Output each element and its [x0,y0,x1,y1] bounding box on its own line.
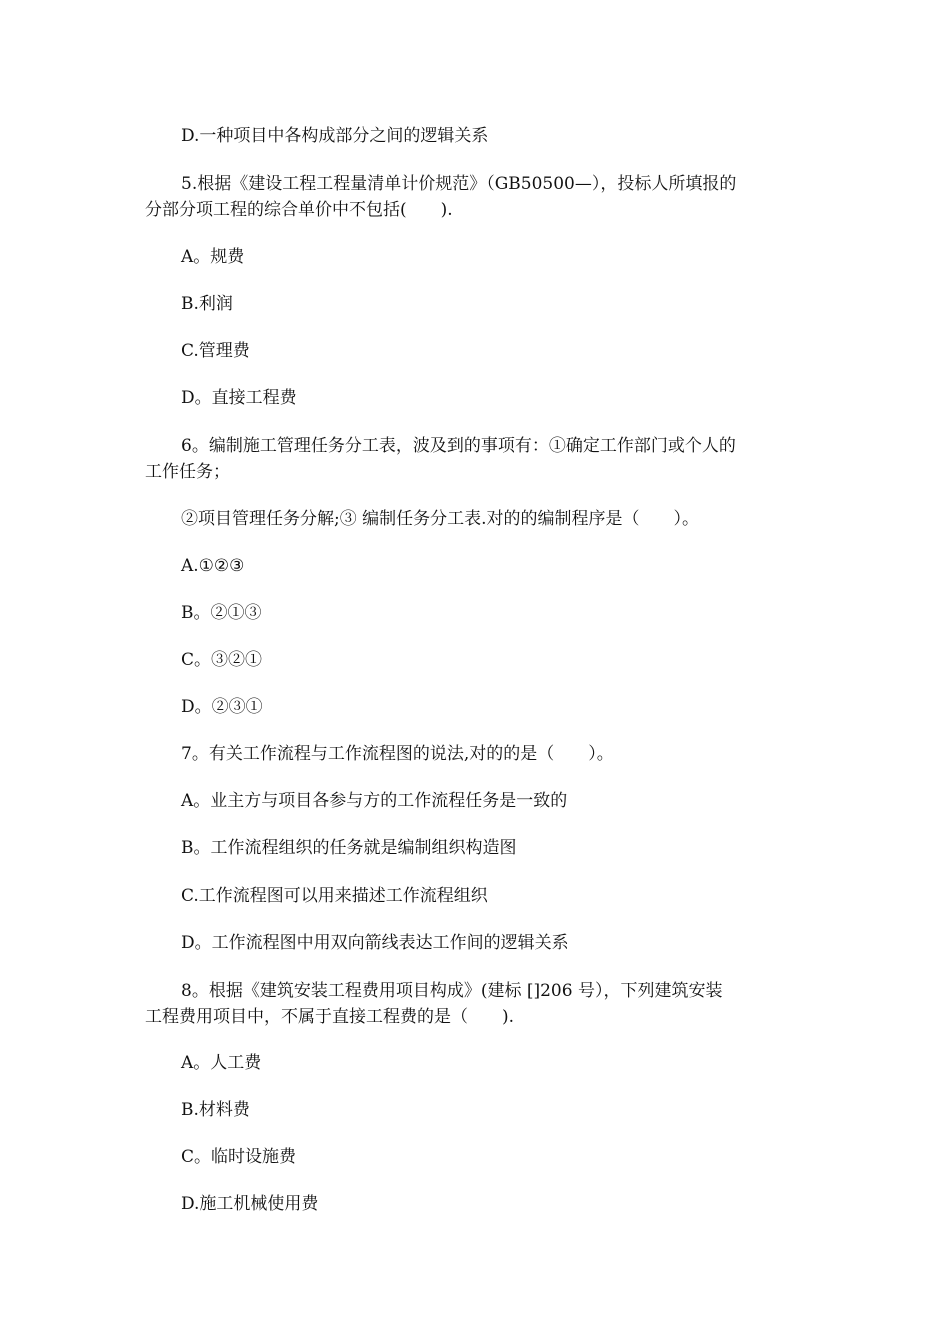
option-q7-b: B。工作流程组织的任务就是编制组织构造图 [181,838,517,858]
question-6-line-3: ②项目管理任务分解;③ 编制任务分工表.对的的编制程序是（ ）。 [181,509,700,529]
option-q6-a: A.①②③ [181,556,245,576]
option-q5-c: C.管理费 [181,341,250,361]
question-5-line-2: 分部分项工程的综合单价中不包括( ). [145,200,453,220]
question-8-line-1: 8。根据《建筑安装工程费用项目构成》(建标 []206 号），下列建筑安装 [181,981,723,1001]
question-6-line-1: 6。编制施工管理任务分工表，波及到的事项有：①确定工作部门或个人的 [181,436,736,456]
option-q6-d: D。②③① [181,697,263,717]
option-q7-d: D。工作流程图中用双向箭线表达工作间的逻辑关系 [181,933,569,953]
option-q8-d: D.施工机械使用费 [181,1194,319,1214]
option-q8-a: A。人工费 [181,1053,262,1073]
option-q6-b: B。②①③ [181,603,262,623]
option-q4-d: D.一种项目中各构成部分之间的逻辑关系 [181,126,489,146]
option-q5-a: A。规费 [181,247,245,267]
question-5-line-1: 5.根据《建设工程工程量清单计价规范》（GB50500—），投标人所填报的 [181,174,737,194]
question-8-line-2: 工程费用项目中，不属于直接工程费的是（ ). [145,1007,515,1027]
option-q8-c: C。临时设施费 [181,1147,297,1167]
option-q7-c: C.工作流程图可以用来描述工作流程组织 [181,886,488,906]
option-q6-c: C。③②① [181,650,263,670]
option-q5-d: D。直接工程费 [181,388,297,408]
question-6-line-2: 工作任务； [145,462,230,482]
option-q7-a: A。业主方与项目各参与方的工作流程任务是一致的 [181,791,568,811]
option-q8-b: B.材料费 [181,1100,250,1120]
question-7: 7。有关工作流程与工作流程图的说法,对的的是（ ）。 [181,744,614,764]
option-q5-b: B.利润 [181,294,233,314]
